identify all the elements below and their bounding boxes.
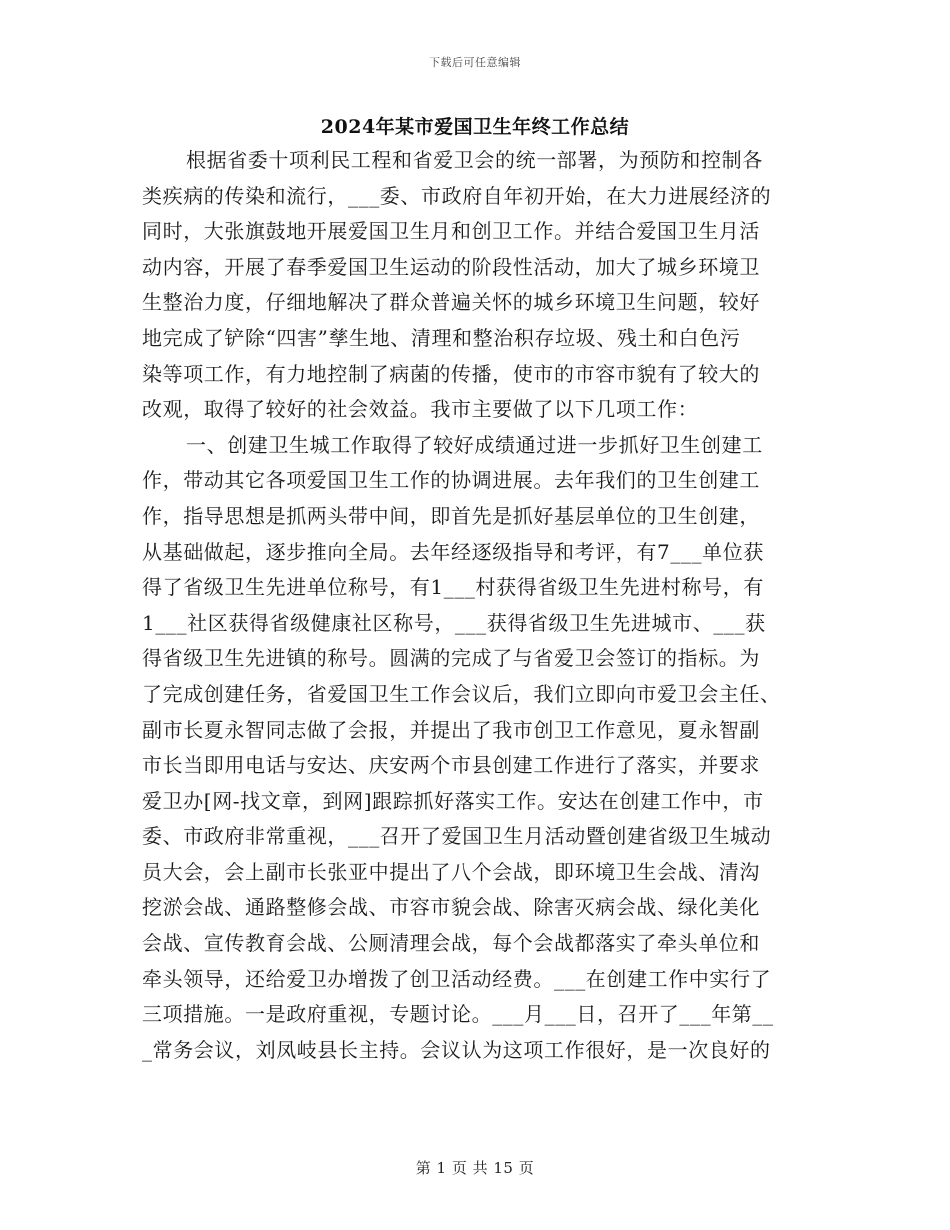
- paragraph-line: 爱卫办[网-找文章，到网]跟踪抓好落实工作。安达在创建工作中，市: [142, 788, 764, 813]
- paragraph-line: 类疾病的传染和流行，___委、市政府自年初开始，在大力进展经济的: [142, 183, 772, 208]
- paragraph-line: 同时，大张旗鼓地开展爱国卫生月和创卫工作。并结合爱国卫生月活: [142, 219, 760, 244]
- paragraph-line: 得省级卫生先进镇的称号。圆满的完成了与省爱卫会签订的指标。为: [142, 646, 760, 671]
- document-body: [142, 143, 810, 1068]
- paragraph-line: 委、市政府非常重视，___召开了爱国卫生月活动暨创建省级卫生城动: [142, 824, 772, 849]
- page-number: 第 1 页 共 15 页: [415, 1159, 535, 1177]
- header-note: 下载后可任意编辑: [429, 56, 521, 69]
- paragraph-line: 从基础做起，逐步推向全局。去年经逐级指导和考评，有7___单位获: [142, 539, 764, 564]
- paragraph-line: 染等项工作，有力地控制了病菌的传播，使市的市容市貌有了较大的: [142, 361, 760, 386]
- paragraph-line: _常务会议，刘凤岐县长主持。会议认为这项工作很好，是一次良好的: [142, 1037, 771, 1062]
- paragraph-line: 得了省级卫生先进单位称号，有1___村获得省级卫生先进村称号，有: [142, 575, 764, 600]
- paragraph-line: 作，指导思想是抓两头带中间，即首先是抓好基层单位的卫生创建，: [142, 503, 760, 528]
- paragraph-line: 副市长夏永智同志做了会报，并提出了我市创卫工作意见，夏永智副: [142, 717, 760, 742]
- paragraph-line: 挖淤会战、通路整修会战、市容市貌会战、除害灭病会战、绿化美化: [142, 895, 760, 920]
- paragraph-line: 会战、宣传教育会战、公厕清理会战，每个会战都落实了牵头单位和: [142, 931, 760, 956]
- paragraph-line: 根据省委十项利民工程和省爱卫会的统一部署，为预防和控制各: [186, 148, 763, 172]
- paragraph-line: 1___社区获得省级健康社区称号，___获得省级卫生先进城市、___获: [142, 610, 766, 635]
- paragraph-line: 作，带动其它各项爱国卫生工作的协调进展。去年我们的卫生创建工: [142, 468, 760, 493]
- paragraph-line: 牵头领导，还给爱卫办增拨了创卫活动经费。___在创建工作中实行了: [142, 966, 772, 991]
- paragraph-line: 了完成创建任务，省爱国卫生工作会议后，我们立即向市爱卫会主任、: [142, 681, 781, 706]
- document-title: 2024年某市爱国卫生年终工作总结: [320, 116, 630, 138]
- paragraph-line: 员大会，会上副市长张亚中提出了八个会战，即环境卫生会战、清沟: [142, 859, 760, 884]
- paragraph-line: 一、创建卫生城工作取得了较好成绩通过进一步抓好卫生创建工: [186, 432, 763, 457]
- paragraph-line: 市长当即用电话与安达、庆安两个市县创建工作进行了落实，并要求: [142, 753, 760, 778]
- paragraph-line: 生整治力度，仔细地解决了群众普遍关怀的城乡环境卫生问题，较好: [142, 290, 760, 315]
- paragraph-line: 地完成了铲除“四害”孳生地、清理和整治积存垃圾、残土和白色污: [142, 325, 741, 350]
- paragraph-line: 动内容，开展了春季爱国卫生运动的阶段性活动，加大了城乡环境卫: [142, 254, 760, 279]
- paragraph-line: 三项措施。一是政府重视，专题讨论。___月___日，召开了___年第__: [142, 1002, 774, 1027]
- paragraph-line: 改观，取得了较好的社会效益。我市主要做了以下几项工作：: [142, 397, 699, 422]
